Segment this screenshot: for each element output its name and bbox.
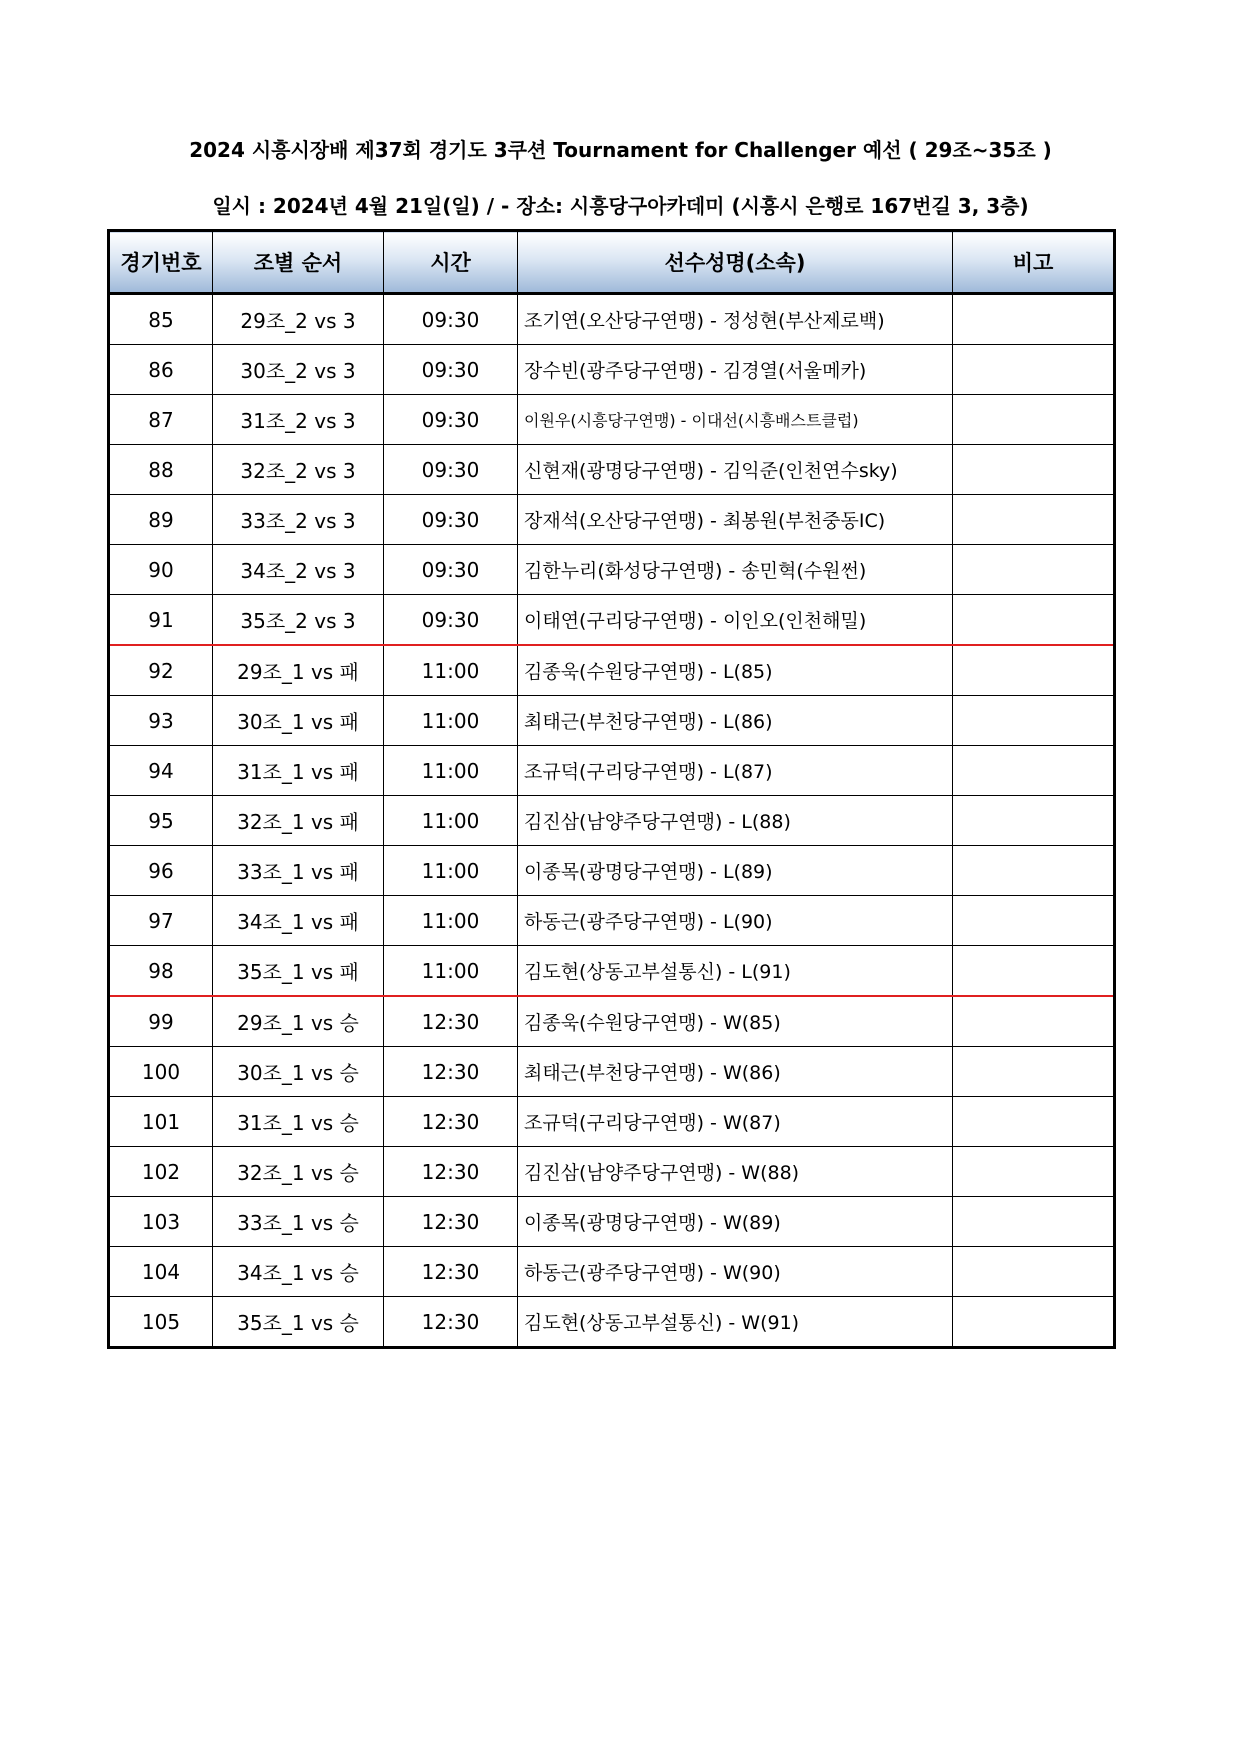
time-cell: 09:30 xyxy=(384,345,518,395)
note-cell xyxy=(953,445,1115,495)
players-cell: 신현재(광명당구연맹) - 김익준(인천연수sky) xyxy=(518,445,953,495)
table-body xyxy=(109,294,1115,1348)
table-row xyxy=(109,1297,1115,1348)
table-row xyxy=(109,1197,1115,1247)
players-cell: 이종목(광명당구연맹) - W(89) xyxy=(518,1197,953,1247)
note-cell xyxy=(953,946,1115,997)
players-cell: 최태근(부천당구연맹) - L(86) xyxy=(518,696,953,746)
match-number-cell: 95 xyxy=(109,796,213,846)
note-cell xyxy=(953,294,1115,345)
group-order-cell: 32조_2 vs 3 xyxy=(213,445,384,495)
players-cell: 조규덕(구리당구연맹) - W(87) xyxy=(518,1097,953,1147)
time-cell: 09:30 xyxy=(384,495,518,545)
table-row xyxy=(109,946,1115,997)
header-match-number: 경기번호 xyxy=(109,231,213,294)
note-cell xyxy=(953,896,1115,946)
table-row xyxy=(109,395,1115,445)
match-number-cell: 104 xyxy=(109,1247,213,1297)
players-cell: 장수빈(광주당구연맹) - 김경열(서울메카) xyxy=(518,345,953,395)
match-number-cell: 93 xyxy=(109,696,213,746)
table-row xyxy=(109,645,1115,696)
time-cell: 12:30 xyxy=(384,1047,518,1097)
table-row xyxy=(109,846,1115,896)
header-note: 비고 xyxy=(953,231,1115,294)
note-cell xyxy=(953,395,1115,445)
match-number-cell: 99 xyxy=(109,996,213,1047)
match-schedule-table xyxy=(107,229,1116,1349)
table-row xyxy=(109,545,1115,595)
table-row xyxy=(109,896,1115,946)
table-row xyxy=(109,345,1115,395)
match-number-cell: 97 xyxy=(109,896,213,946)
match-number-cell: 98 xyxy=(109,946,213,997)
match-number-cell: 91 xyxy=(109,595,213,646)
time-cell: 12:30 xyxy=(384,1097,518,1147)
table-row xyxy=(109,796,1115,846)
players-cell: 김종욱(수원당구연맹) - W(85) xyxy=(518,996,953,1047)
group-order-cell: 34조_2 vs 3 xyxy=(213,545,384,595)
players-cell: 김도현(상동고부설통신) - L(91) xyxy=(518,946,953,997)
players-cell: 이종목(광명당구연맹) - L(89) xyxy=(518,846,953,896)
time-cell: 09:30 xyxy=(384,294,518,345)
time-cell: 11:00 xyxy=(384,946,518,997)
time-cell: 09:30 xyxy=(384,445,518,495)
document-title: 2024 시흥시장배 제37회 경기도 3쿠션 Tournament for Challenger 예선 ( 29조~35조 ) xyxy=(189,138,1052,162)
players-cell: 이태연(구리당구연맹) - 이인오(인천해밀) xyxy=(518,595,953,646)
time-cell: 12:30 xyxy=(384,1147,518,1197)
players-cell: 최태근(부천당구연맹) - W(86) xyxy=(518,1047,953,1097)
match-number-cell: 89 xyxy=(109,495,213,545)
match-number-cell: 90 xyxy=(109,545,213,595)
players-cell: 김도현(상동고부설통신) - W(91) xyxy=(518,1297,953,1348)
time-cell: 11:00 xyxy=(384,696,518,746)
note-cell xyxy=(953,846,1115,896)
match-number-cell: 88 xyxy=(109,445,213,495)
header-time: 시간 xyxy=(384,231,518,294)
group-order-cell: 33조_1 vs 패 xyxy=(213,846,384,896)
note-cell xyxy=(953,1147,1115,1197)
match-number-cell: 103 xyxy=(109,1197,213,1247)
time-cell: 11:00 xyxy=(384,645,518,696)
match-number-cell: 105 xyxy=(109,1297,213,1348)
table-row xyxy=(109,1147,1115,1197)
note-cell xyxy=(953,1247,1115,1297)
group-order-cell: 29조_1 vs 패 xyxy=(213,645,384,696)
players-cell: 김종욱(수원당구연맹) - L(85) xyxy=(518,645,953,696)
group-order-cell: 33조_1 vs 승 xyxy=(213,1197,384,1247)
note-cell xyxy=(953,595,1115,646)
group-order-cell: 30조_1 vs 패 xyxy=(213,696,384,746)
time-cell: 12:30 xyxy=(384,1247,518,1297)
players-cell: 이원우(시흥당구연맹) - 이대선(시흥배스트클럽) xyxy=(518,395,953,445)
match-number-cell: 96 xyxy=(109,846,213,896)
match-number-cell: 85 xyxy=(109,294,213,345)
group-order-cell: 29조_2 vs 3 xyxy=(213,294,384,345)
table-row xyxy=(109,294,1115,345)
time-cell: 09:30 xyxy=(384,595,518,646)
note-cell xyxy=(953,796,1115,846)
players-cell: 김진삼(남양주당구연맹) - W(88) xyxy=(518,1147,953,1197)
table-row xyxy=(109,696,1115,746)
table-row xyxy=(109,1047,1115,1097)
group-order-cell: 29조_1 vs 승 xyxy=(213,996,384,1047)
table-row xyxy=(109,746,1115,796)
time-cell: 09:30 xyxy=(384,545,518,595)
group-order-cell: 34조_1 vs 패 xyxy=(213,896,384,946)
players-cell: 조기연(오산당구연맹) - 정성현(부산제로백) xyxy=(518,294,953,345)
header-group-order: 조별 순서 xyxy=(213,231,384,294)
table-row xyxy=(109,445,1115,495)
group-order-cell: 31조_1 vs 패 xyxy=(213,746,384,796)
time-cell: 11:00 xyxy=(384,796,518,846)
table-row xyxy=(109,1097,1115,1147)
table-row xyxy=(109,595,1115,646)
time-cell: 09:30 xyxy=(384,395,518,445)
match-number-cell: 87 xyxy=(109,395,213,445)
note-cell xyxy=(953,996,1115,1047)
time-cell: 12:30 xyxy=(384,1297,518,1348)
players-cell: 김진삼(남양주당구연맹) - L(88) xyxy=(518,796,953,846)
players-cell: 하동근(광주당구연맹) - L(90) xyxy=(518,896,953,946)
note-cell xyxy=(953,345,1115,395)
players-cell: 조규덕(구리당구연맹) - L(87) xyxy=(518,746,953,796)
time-cell: 12:30 xyxy=(384,996,518,1047)
note-cell xyxy=(953,1097,1115,1147)
time-cell: 11:00 xyxy=(384,846,518,896)
players-cell: 하동근(광주당구연맹) - W(90) xyxy=(518,1247,953,1297)
note-cell xyxy=(953,1297,1115,1348)
match-number-cell: 102 xyxy=(109,1147,213,1197)
group-order-cell: 35조_1 vs 패 xyxy=(213,946,384,997)
group-order-cell: 32조_1 vs 패 xyxy=(213,796,384,846)
note-cell xyxy=(953,1047,1115,1097)
group-order-cell: 30조_1 vs 승 xyxy=(213,1047,384,1097)
match-number-cell: 101 xyxy=(109,1097,213,1147)
group-order-cell: 30조_2 vs 3 xyxy=(213,345,384,395)
match-number-cell: 100 xyxy=(109,1047,213,1097)
note-cell xyxy=(953,545,1115,595)
group-order-cell: 35조_1 vs 승 xyxy=(213,1297,384,1348)
header-row xyxy=(109,231,1115,294)
note-cell xyxy=(953,495,1115,545)
match-number-cell: 86 xyxy=(109,345,213,395)
group-order-cell: 31조_2 vs 3 xyxy=(213,395,384,445)
group-order-cell: 32조_1 vs 승 xyxy=(213,1147,384,1197)
players-cell: 김한누리(화성당구연맹) - 송민혁(수원썬) xyxy=(518,545,953,595)
document-subtitle: 일시 : 2024년 4월 21일(일) / - 장소: 시흥당구아카데미 (시흥시 은행로 167번길 3, 3층) xyxy=(212,194,1029,218)
note-cell xyxy=(953,696,1115,746)
table-row xyxy=(109,495,1115,545)
match-number-cell: 94 xyxy=(109,746,213,796)
note-cell xyxy=(953,746,1115,796)
group-order-cell: 33조_2 vs 3 xyxy=(213,495,384,545)
time-cell: 11:00 xyxy=(384,746,518,796)
players-cell: 장재석(오산당구연맹) - 최봉원(부천중동IC) xyxy=(518,495,953,545)
note-cell xyxy=(953,645,1115,696)
match-number-cell: 92 xyxy=(109,645,213,696)
time-cell: 12:30 xyxy=(384,1197,518,1247)
table-row xyxy=(109,1247,1115,1297)
header-players: 선수성명(소속) xyxy=(518,231,953,294)
group-order-cell: 34조_1 vs 승 xyxy=(213,1247,384,1297)
group-order-cell: 35조_2 vs 3 xyxy=(213,595,384,646)
group-order-cell: 31조_1 vs 승 xyxy=(213,1097,384,1147)
table-header xyxy=(109,231,1115,294)
note-cell xyxy=(953,1197,1115,1247)
table-row xyxy=(109,996,1115,1047)
time-cell: 11:00 xyxy=(384,896,518,946)
